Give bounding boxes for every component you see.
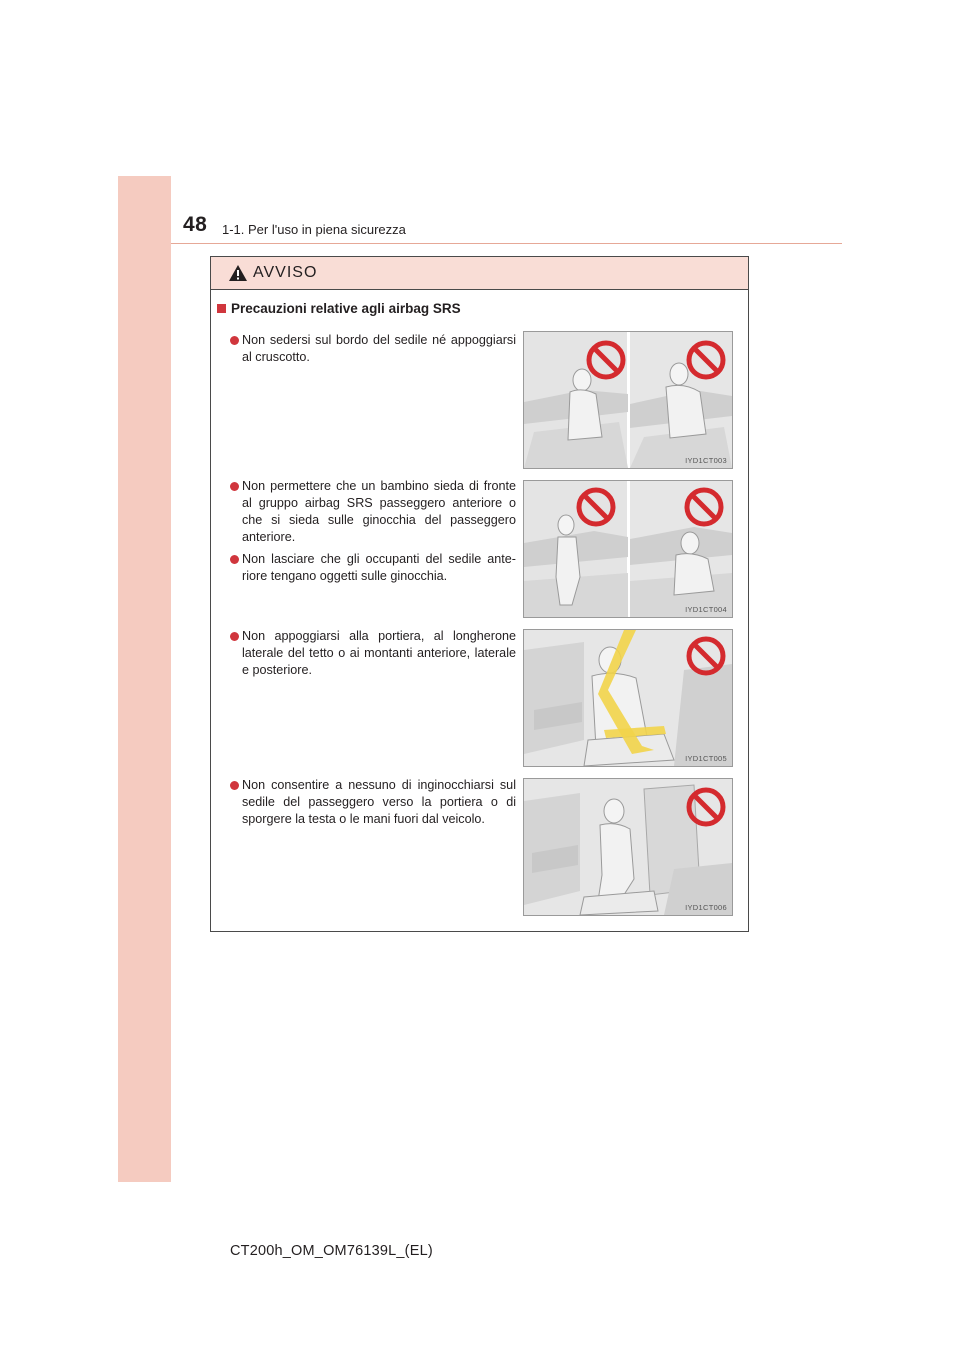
warning-header (211, 257, 748, 290)
bullet-item (230, 777, 516, 828)
subheading (217, 301, 461, 316)
section-title: 1-1. Per l'uso in piena sicurezza (222, 222, 406, 237)
subheading-text: Precauzioni relative agli airbag SRS (231, 301, 461, 316)
illustration-child-front-seat (523, 480, 733, 618)
bullet-text: Non appoggiarsi alla portiera, al longherone laterale del tetto o ai montanti anteriore, laterale e posteriore. (242, 629, 516, 677)
prohibition-icon (686, 636, 726, 676)
bullet-dot-icon (230, 482, 239, 491)
prohibition-icon (576, 487, 616, 527)
figure-code: IYD1CT003 (685, 456, 727, 465)
bullet-dot-icon (230, 555, 239, 564)
bullet-item (230, 332, 516, 366)
figure-code: IYD1CT005 (685, 754, 727, 763)
page-number: 48 (183, 213, 208, 236)
prohibition-icon (684, 487, 724, 527)
bullet-text: Non sedersi sul bordo del sedile né appoggiarsi al cruscotto. (242, 333, 516, 364)
document-code: CT200h_OM_OM76139L_(EL) (230, 1243, 433, 1259)
bullet-dot-icon (230, 336, 239, 345)
warning-triangle-icon (228, 264, 248, 282)
bullet-item (230, 478, 516, 546)
bullet-text: Non permettere che un bambino sieda di fronte al gruppo airbag SRS passeggero anteriore o che si sieda sulle ginocchia del passeggero anteriore. (242, 479, 516, 544)
warning-box (210, 256, 749, 932)
warning-label: AVVISO (253, 264, 318, 281)
bullet-dot-icon (230, 781, 239, 790)
illustration-occupant-dashboard (523, 331, 733, 469)
bullet-text: Non lasciare che gli occupanti del sedile ante-riore tengano oggetti sulle ginocchia. (242, 552, 516, 583)
illustration-kneeling-seat (523, 778, 733, 916)
bullet-item (230, 628, 516, 679)
illustration-leaning-door (523, 629, 733, 767)
figure-code: IYD1CT004 (685, 605, 727, 614)
side-tab-band (118, 176, 171, 1182)
figure-code: IYD1CT006 (685, 903, 727, 912)
header-divider (171, 243, 842, 244)
square-bullet-icon (217, 304, 226, 313)
bullet-text: Non consentire a nessuno di inginocchiarsi sul sedile del passeggero verso la portiera o di sporgere la testa o le mani fuori dal veicolo. (242, 778, 516, 826)
bullet-item (230, 551, 516, 585)
prohibition-icon (586, 340, 626, 380)
prohibition-icon (686, 340, 726, 380)
prohibition-icon (686, 787, 726, 827)
bullet-dot-icon (230, 632, 239, 641)
